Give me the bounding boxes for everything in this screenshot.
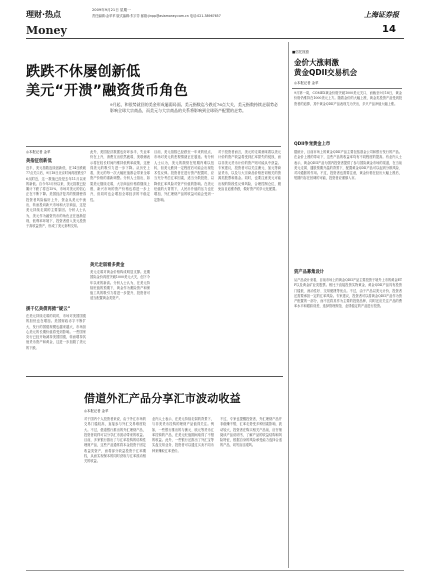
lead-body-col1-b: 在美元持续走弱的同时，市场对美国国债的担忧也在增加。美国财政赤字不断扩大，发行的国债规模也越来越大，市场担心美元的长期价值将受到影响。一些国家央行已经开始减持美国国债，转而增持其他货币资产和黄金，这进一步加剧了美元的下跌。 bbox=[26, 314, 86, 350]
lead-body-col2-b: 美元走弱对黄金价格构成明显支撑。近期国际金价再度突破1000美元大关，创下今年以来的新高。分析人士认为，在美元持续贬值的预期下，黄金作为避险资产和保值工具的吸引力将进一步提升，投资者可适当配置黄金类资产。 bbox=[90, 270, 150, 301]
column-divider bbox=[288, 42, 289, 568]
lower-body-a: 对于国内个人投资者来说，由于外汇市场的交易门槛较高，直接参与外汇交易难度较大。不过，借道银行推出的外汇理财产品，投资者同样可以分享汇市波动带来的收益。目前，多家银行推出了与汇率挂钩的结构性理财产品，这些产品通常将本金投资于固定收益类资产，而将部分收益投资于汇率期权，从而实现保本的同时获取与汇率波动相关的收益。 bbox=[84, 417, 146, 464]
lead-subhead-2: 援千亿美债再掀“疑云” bbox=[26, 307, 71, 312]
lower-left-blank bbox=[26, 378, 78, 568]
right-rule bbox=[292, 88, 402, 89]
lead-deck: 9月起，和很势就回的美金形成屡弱局面。美元指数迄今跌近76点大关，美元指数持续走弱势必影响全球大宗商品，而美元与大宗商品的关系将影响到全球资产配置的走势。 bbox=[110, 102, 278, 114]
section-en: Money bbox=[26, 24, 67, 37]
lead-rule bbox=[26, 146, 281, 147]
lead-headline-2: 美元“开溃”融资货币角色 bbox=[26, 83, 189, 99]
lower-rule-top bbox=[26, 376, 283, 377]
lead-article bbox=[26, 40, 283, 373]
right-body-a: 9月第一周，COMEX黄金价格突破1000美元关口，而截至9月18日，黄金价格仍维持在1000美元上方。随着金价的大幅上涨，黄金类投资产品受到投资者的追捧，其中黄金QDII产品表现尤为突出，多只产品净值大幅上涨。 bbox=[294, 91, 402, 106]
lower-headline: 借道外汇产品分享汇市波动收益 bbox=[84, 392, 241, 405]
right-headline-1: 金价大涨刺激 bbox=[294, 58, 339, 67]
lead-body-col2: 此外，美国经济数据也好坏参半，失业率仍在上升，消费支出依然疲弱，美联储表示将在较长时间内维持低利率政策，这使得美元的吸引力进一步下降。从历史上看，美元的每一次大幅贬值都会带来全球资产价格的重新调整。分析人士指出，如果美元继续走弱，大宗商品价格将继续上涨，新兴市场的资产价格也将进一步上升，但同时也会增加全球经济的不稳定性。 bbox=[90, 150, 150, 202]
lead-body-col1-a: 近半，美元指数连续创新低，在14日跌破77点关口后，9月18日北京时间再度跌至76点附近，这一数值已经是去年11月以来的新低。自今年3月份以来，美元指数已经累计下跌了将近15%，市场对美元的信心正在不断下降。美国经济复苏的预期使得投资者风险偏好上升，资金从美元中流出，转而投向新兴市场和大宗商品，这是美元持续走弱的主要原因。分析人士认为，美元作为融资货币的角色正在逐渐显现，低利率环境下，投资者借入美元投资于高收益资产，形成了美元套利交易。 bbox=[26, 166, 86, 229]
right-body-b: 据统计，目前市场上的黄金QDII产品主要包括基金公司和银行发行的产品。在金价上涨的带动下，这些产品的收益率均有不同程度的提高。有业内人士表示，黄金QDII产品为国内投资者提供了参与国际黄金市场的渠道，在当前美元走弱、通胀预期升温的背景下，配置黄金QDII产品可以起到分散风险、对冲通胀的作用。不过，投资者也需要注意，黄金价格在经历大幅上涨后，短期内存在回调的可能，投资者应谨慎入市。 bbox=[294, 150, 402, 181]
right-subhead-2: 资产品募集设计 bbox=[294, 270, 325, 275]
right-subhead-1: QDII争宠黄金上市 bbox=[294, 142, 331, 147]
editors-line: 责任编辑:金苹苹 版式编辑:朱宇芳 邮箱:jinpp@asiamoney.com.cn 电话:021-38967657 bbox=[92, 14, 221, 18]
right-headline-2: 黄金QDII交易机会 bbox=[294, 68, 358, 77]
lower-body-c: 不过，专家也提醒投资者，外汇理财产品并非稳赚不赔，汇率走势受多种因素影响，波动较大，投资者在购买相关产品前，应仔细阅读产品说明书，了解产品的收益结构和风险特征，根据自身的风险承受能力选择合适的产品，切勿盲目跟风。 bbox=[220, 417, 282, 448]
right-byline: ◎本报记者 金苹 bbox=[294, 81, 319, 85]
right-body-c: 从产品设计来看，目前市场上的黄金QDII产品主要投资于境外上市的黄金ETF以及黄金矿业类股票。相比于直接投资实物黄金，黄金QDII产品具有投资门槛低、流动性好、交易便捷等优点。不过，由于产品以美元计价，投资者还需要承担一定的汇率风险。专家建议，投资者可以将黄金QDII产品作为资产配置的一部分，而不宜将其作为主要的投资品种，同时还应关注产品的费率水平和跟踪误差，选择管理规范、业绩稳定的产品进行投资。 bbox=[294, 278, 402, 309]
lead-subhead-3: 美元走弱看多黄金 bbox=[90, 263, 125, 268]
page-number: 14 bbox=[382, 24, 396, 35]
lower-body-b: 业内人士表示，在美元持续走弱的背景下，与非美货币挂钩的理财产品值得关注。例如，一些银行推出的与澳元、欧元等货币汇率挂钩的产品，在美元贬值期间取得了不错的收益。此外，一些银行还推出了外汇宝等实盘交易业务，投资者可以通过买卖不同币种来赚取汇率差价。 bbox=[152, 417, 214, 453]
lead-subhead-1: 美指征创新低 bbox=[26, 159, 52, 164]
page-bottom-rule bbox=[26, 570, 404, 571]
page-header bbox=[0, 0, 426, 42]
lead-headline-1: 跌跌不休屡创新低 bbox=[26, 64, 141, 80]
header-rule bbox=[26, 38, 404, 39]
lead-byline: ◎本报记者 金苹 bbox=[26, 150, 51, 154]
section-title: 理财·热点 bbox=[26, 10, 62, 19]
date-line: 2009年9月21日 星期一 bbox=[92, 8, 131, 12]
lead-body-col4: 对于投资者而言，美元的走弱意味着以美元计价的资产收益将受到汇率损失的侵蚀，而以非美元货币计价的资产则可能从中获益。专家建议，投资者可以关注澳元、加元等商品货币，以及与大宗商品价格密切相关的资源类股票和基金。同时，也要注意美元可能出现的阶段性反弹风险，合理控制仓位，避免盲目追涨杀跌，做好资产的多元化配置。 bbox=[218, 150, 281, 192]
right-label: ■信托视窗 bbox=[292, 50, 309, 54]
masthead: 上海证券报 bbox=[364, 10, 399, 19]
lower-byline: ◎本报记者 金苹 bbox=[84, 409, 109, 413]
lead-body-col3: 目前，美元指数已经跌至一年来的低点，市场对美元的悲观情绪正在蔓延。有分析人士认为，美元的颓势在短期内难以扭转，但美元跌到一定程度后可能会出现技术性反弹。投资者在进行资产配置时，应当充分考虑汇率因素，适当分散投资，以降低汇率风险对资产价值的影响。在美元贬值的大背景下，人民币升值的压力也在增加，外汇理财产品的收益可能会受到一定影响。 bbox=[154, 150, 214, 202]
right-article bbox=[292, 42, 404, 568]
lower-article bbox=[26, 378, 283, 568]
